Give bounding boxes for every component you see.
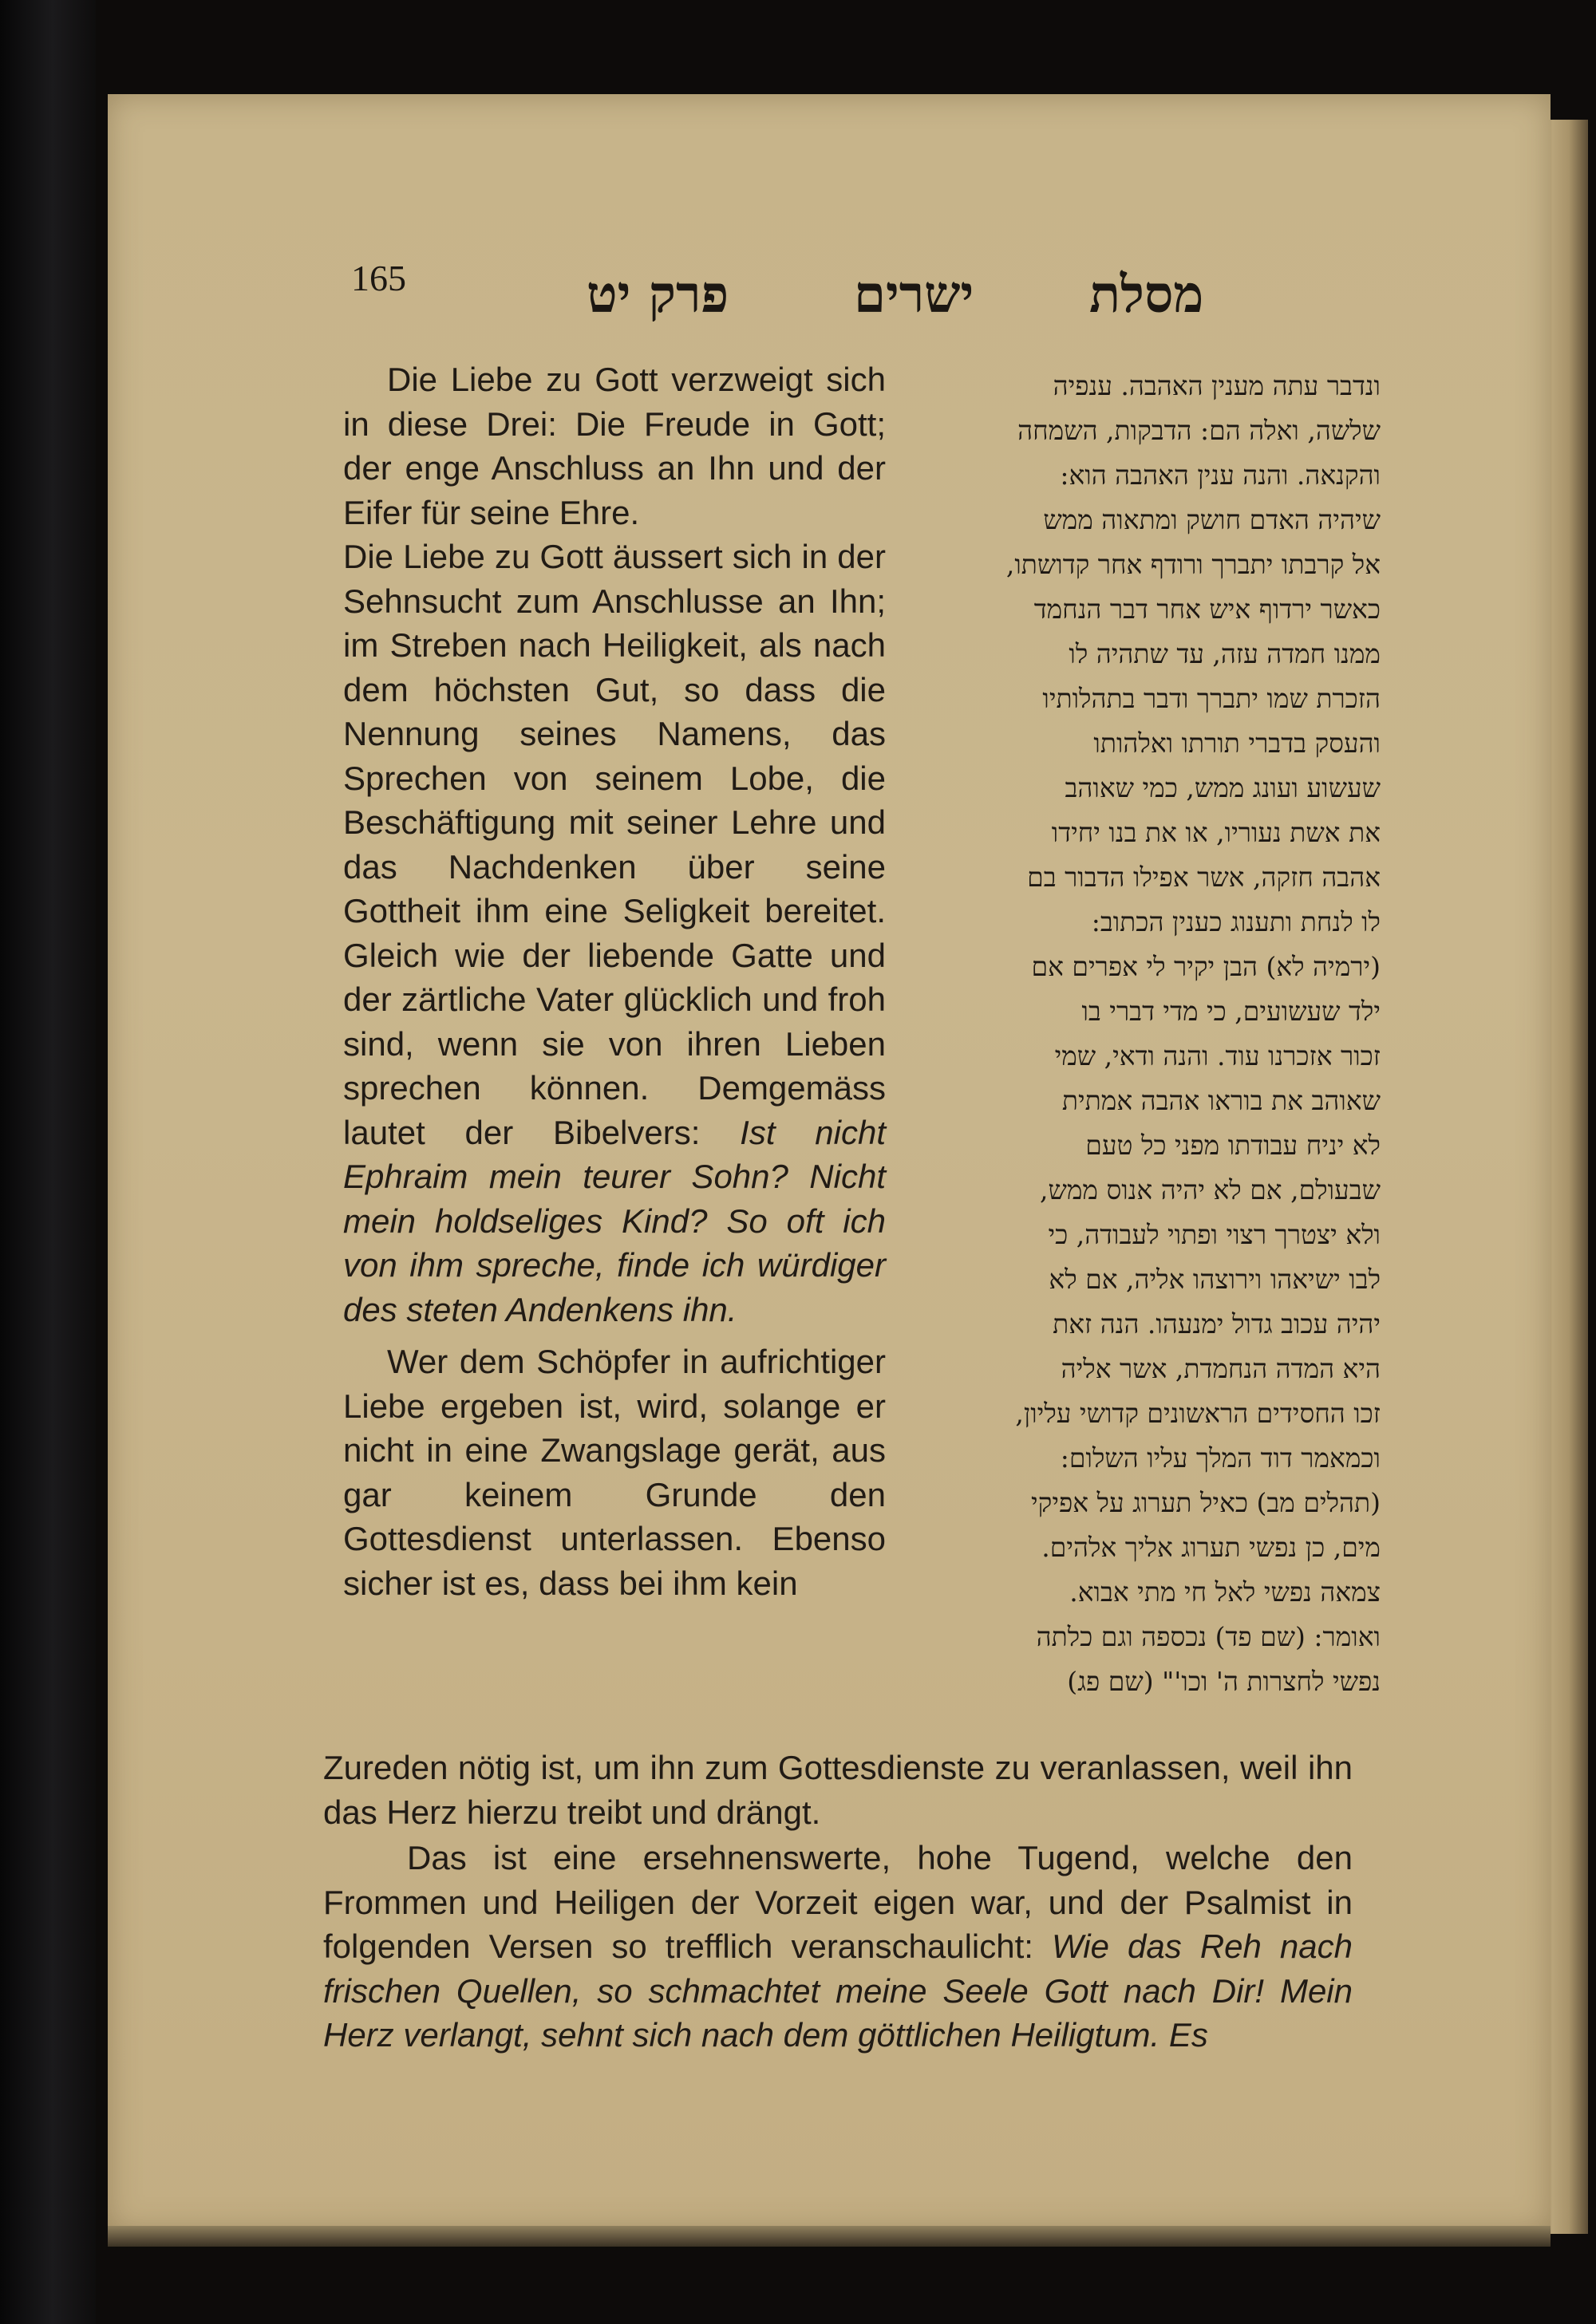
hebrew-line: מים, כן נפשי תערוג אליך אלהים. — [1041, 1532, 1381, 1563]
hebrew-line: את אשת נעוריו, או את בנו יחידו — [1051, 817, 1381, 848]
book-title-word-2: ישרים — [854, 265, 974, 325]
hebrew-line: אהבה חזקה, אשר אפילו הדבור בם — [1027, 862, 1381, 893]
german-paragraph-4-text: Das ist eine ersehnenswerte, hohe Tugend, welche den Frommen und Heiligen der Vorzeit eigen war, und der Psalmist in folgenden Versen so trefflich veranschaulicht: — [323, 1839, 1353, 1965]
hebrew-line: שאוהב את בוראו אהבה אמתית — [1061, 1085, 1381, 1116]
german-paragraph-2 — [343, 535, 886, 1332]
german-paragraph-3-continued: Zureden nötig ist, um ihn zum Gottesdienste zu veranlassen, weil ihn das Herz hierzu treibt und drängt. — [323, 1749, 1353, 1831]
book-cover-left — [0, 0, 96, 2324]
hebrew-line: לא יניח עבודתו מפני כל טעם — [1085, 1130, 1381, 1161]
hebrew-line: לו לנחת ותענוג כענין הכתוב: — [1091, 906, 1381, 937]
hebrew-line: שעשוע ועונג ממש, כמי שאוהב — [1065, 772, 1381, 803]
hebrew-line: (תהלים מב) כאיל תערוג על אפיקי — [1031, 1487, 1381, 1518]
full-width-text — [323, 1746, 1353, 2058]
hebrew-line: ולא יצטרך רצוי ופתוי לעבודה, כי — [1048, 1219, 1381, 1250]
bible-verse-quote: Ist nicht Ephraim mein teurer Sohn? Nicht mein holdseliges Kind? So oft ich von ihm spreche, finde ich würdiger des steten Andenkens ihn. — [343, 1113, 886, 1328]
hebrew-line: אל קרבתו יתברך ורודף אחר קדושתו, — [1005, 549, 1381, 580]
hebrew-line: יהיה עכוב גדול ימנעהו. הנה זאת — [1053, 1308, 1381, 1340]
book-title-word-1: מסלת — [1089, 265, 1204, 325]
hebrew-line: היא המדה הנחמדת, אשר אליה — [1061, 1353, 1381, 1384]
hebrew-line: ונדבר עתה מענין האהבה. ענפיה — [1053, 370, 1381, 401]
hebrew-line: (ירמיה לא) הבן יקיר לי אפרים אם — [1031, 951, 1381, 982]
hebrew-line: והקנאה. והנה ענין האהבה הוא: — [1060, 460, 1381, 491]
hebrew-line: והעסק בדברי תורתו ואלהותו — [1093, 728, 1381, 759]
german-paragraph-4 — [323, 1836, 1353, 2058]
hebrew-line: זכור אזכרנו עוד. והנה ודאי, שמי — [1054, 1040, 1381, 1071]
chapter-title: פרק יט — [587, 265, 729, 325]
psalm-quote: Wie das Reh nach frischen Quellen, so schmachtet meine Seele Gott nach Dir! Mein Herz verlangt, sehnt sich nach dem göttlichen Heiligtum. Es — [323, 1927, 1353, 2054]
german-paragraph-3: Wer dem Schöpfer in aufrichtiger Liebe ergeben ist, wird, solange er nicht in eine Zwangslage gerät, aus gar keinem Grunde den Gottesdienst unterlassen. Ebenso sicher ist es, dass bei ihm kein — [343, 1343, 886, 1602]
hebrew-line: צמאה נפשי לאל חי מתי אבוא. — [1069, 1576, 1381, 1608]
page-edge-bottom — [108, 2226, 1551, 2247]
german-column — [343, 357, 886, 1605]
hebrew-line: הזכרת שמו יתברך ודבר בתהלותיו — [1042, 683, 1381, 714]
german-paragraph-2-text: Die Liebe zu Gott äussert sich in der Sehnsucht zum Anschlusse an Ihn; im Streben nach Heiligkeit, als nach dem höchsten Gut, so dass die Nennung seines Namens, das Sprechen von seinem Lobe, die Beschäftigung mit seiner Lehre und das Nachdenken über seine Gottheit ihm eine Seligkeit bereitet. Gleich wie der liebende Gatte und der zärtliche Vater glücklich und froh sind, wenn sie von ihren Lieben sprechen können. Demgemäss lautet der Bibelvers: — [343, 538, 886, 1151]
hebrew-line: שלשה, ואלה הם: הדבקות, השמחה — [1017, 415, 1381, 446]
hebrew-line: זכו החסידים הראשונים קדושי עליון, — [1015, 1398, 1381, 1429]
hebrew-line: נפשי לחצרות ה' וכו'" (שם פג) — [1067, 1666, 1381, 1697]
hebrew-line: ילד שעשועים, כי מדי דברי בו — [1081, 996, 1381, 1027]
hebrew-line: שיהיה האדם חושק ומתאוה ממש — [1043, 504, 1381, 535]
hebrew-line: שבעולם, אם לא יהיה אנוס ממש, — [1040, 1174, 1381, 1205]
hebrew-line: לבו ישיאהו וירוצהו אליה, אם לא — [1049, 1264, 1381, 1295]
hebrew-line: כאשר ירדוף איש אחר דבר הנחמד — [1033, 594, 1381, 625]
hebrew-line: ממנו חמדה עזה, עד שתהיה לו — [1069, 638, 1381, 669]
hebrew-line: ואומר: (שם פד) נכספה וגם כלתה — [1036, 1621, 1381, 1652]
german-paragraph-1: Die Liebe zu Gott verzweigt sich in diese Drei: Die Freude in Gott; der enge Anschluss an Ihn und der Eifer für seine Ehre. — [343, 361, 886, 531]
page-number: 165 — [351, 258, 406, 298]
hebrew-column — [918, 364, 1381, 1704]
hebrew-line: וכמאמר דוד המלך עליו השלום: — [1060, 1442, 1381, 1474]
